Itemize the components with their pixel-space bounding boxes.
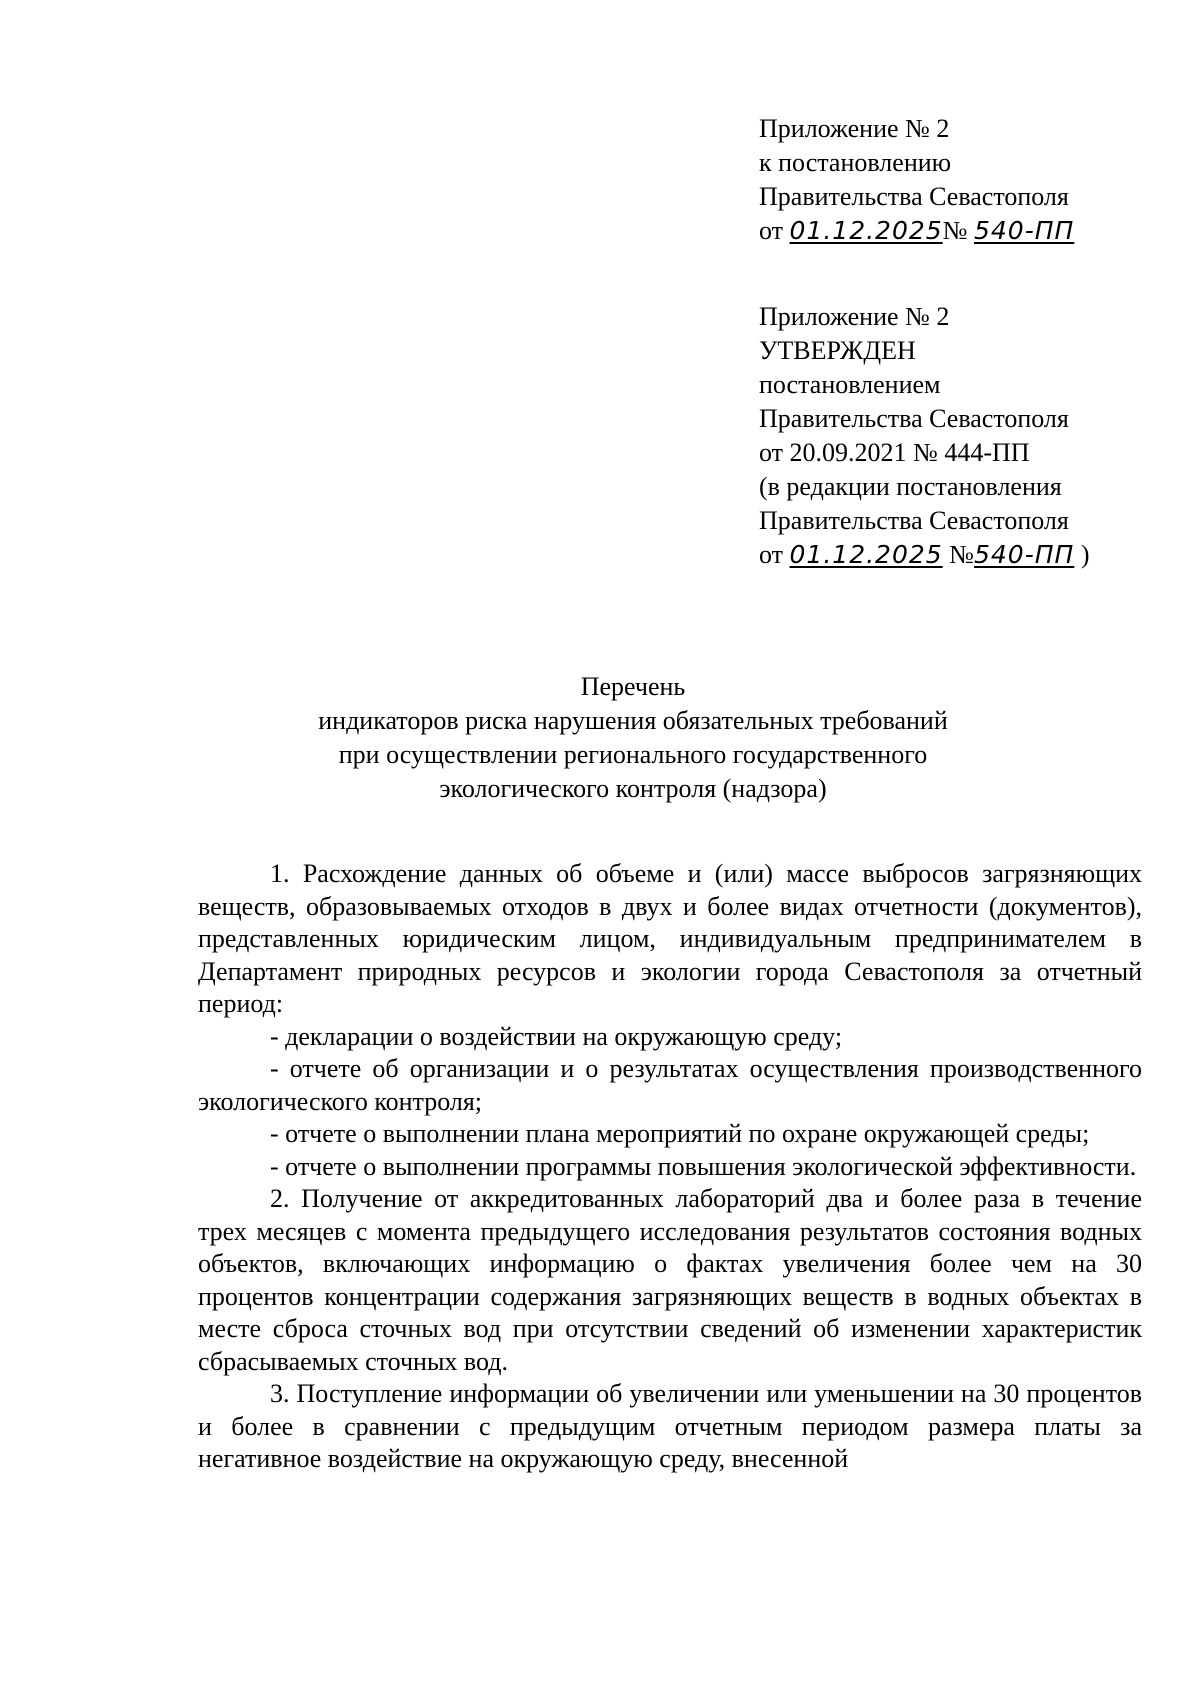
document-title (198, 670, 1068, 806)
paragraph-2: 2. Получение от аккредитованных лабораторий два и более раза в течение трех месяцев с момента предыдущего исследования результатов состояния водных объектов, включающих информацию о фактах увеличения более чем на 30 процентов концентрации содержания загрязняющих веществ в водных объектах в месте сброса сточных вод при отсутствии сведений об изменении характеристик сбрасываемых сточных вод. (198, 1184, 1142, 1376)
amendment-to-resolution: к постановлению (759, 148, 952, 177)
list-item-declaration: - декларации о воздействии на окружающую среду; (270, 1021, 843, 1051)
paragraph-1: 1. Расхождение данных об объеме и (или) массе выбросов загрязняющих веществ, образовываемых отходов в двух и более видах отчетности (документов), представленных юридическим лицом, индивидуальным предпринимателем в Департамент природных ресурсов и экологии города Севастополя за отчетный период: (198, 859, 1142, 1018)
list-item-program-report: - отчете о выполнении программы повышения экологической эффективности. (270, 1151, 1137, 1181)
original-date-prefix: от (759, 540, 784, 569)
original-government: Правительства Севастополя (759, 404, 1069, 433)
original-handwritten-date: 01.12.2025 (789, 540, 943, 569)
original-edition-note: (в редакции постановления (759, 472, 1062, 501)
title-line-3: при осуществлении регионального государственного (338, 740, 928, 769)
paragraph-3: 3. Поступление информации об увеличении или уменьшении на 30 процентов и более в сравнении с предыдущим отчетным периодом размера платы за негативное воздействие на окружающую среду, внесенной (198, 1379, 1142, 1473)
original-header (759, 300, 1159, 572)
original-date-number: от 20.09.2021 № 444-ПП (759, 438, 1030, 467)
document-body (198, 858, 1142, 1476)
original-annex-label: Приложение № 2 (759, 302, 950, 331)
original-number-sign: № (949, 540, 974, 569)
amendment-government: Правительства Севастополя (759, 182, 1069, 211)
original-approved: УТВЕРЖДЕН (759, 336, 916, 365)
original-by-resolution: постановлением (759, 370, 941, 399)
original-closing-paren: ) (1080, 540, 1090, 569)
original-handwritten-number: 540-ПП (973, 540, 1075, 569)
amendment-date-line (759, 214, 1159, 248)
title-line-4: экологического контроля (надзора) (439, 774, 827, 803)
amendment-handwritten-number: 540-ПП (973, 216, 1075, 245)
amendment-header (759, 112, 1159, 248)
original-edition-date-line (759, 538, 1159, 572)
title-line-2: индикаторов риска нарушения обязательных требований (318, 706, 948, 735)
list-item-plan-report: - отчете о выполнении плана мероприятий по охране окружающей среды; (270, 1119, 1090, 1148)
amendment-date-prefix: от (759, 216, 784, 245)
amendment-annex-label: Приложение № 2 (759, 114, 950, 143)
title-line-1: Перечень (580, 672, 686, 701)
amendment-number-sign: № (942, 216, 968, 245)
original-edition-government: Правительства Севастополя (759, 506, 1069, 535)
amendment-handwritten-date: 01.12.2025 (789, 216, 943, 245)
list-item-control-report: - отчете об организации и о результатах осуществления производственного экологического контроля; (198, 1054, 1142, 1116)
